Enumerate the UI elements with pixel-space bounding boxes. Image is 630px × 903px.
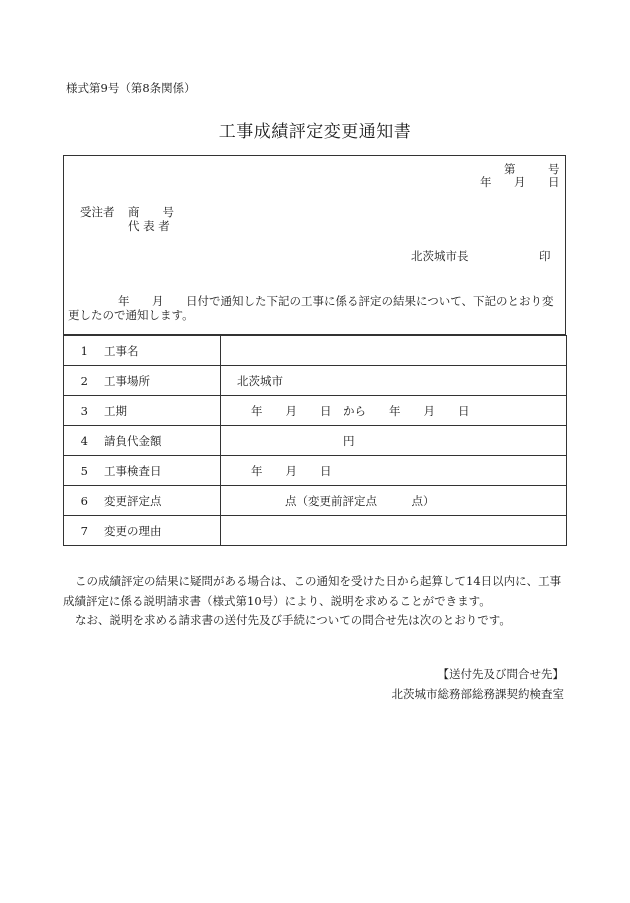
doc-number-suffix: 号	[548, 162, 560, 176]
item-value: 点（変更前評定点 点）	[285, 493, 435, 508]
table-row	[64, 396, 567, 426]
body-text-line2: 更したので通知します。	[68, 308, 194, 322]
seal-mark: 印	[539, 249, 551, 263]
contact-office: 北茨城市総務部総務課契約検査室	[391, 687, 564, 701]
item-number: 2	[80, 373, 88, 388]
doc-number-prefix: 第	[504, 162, 516, 176]
body-month: 月	[152, 294, 164, 308]
note-line-2: 成績評定に係る説明請求書（様式第10号）により、説明を求めることができます。	[63, 593, 491, 608]
item-label: 工事名	[104, 343, 139, 358]
note-line-1: この成績評定の結果に疑問がある場合は、この通知を受けた日から起算して14日以内に、工事	[75, 574, 562, 588]
item-number: 6	[80, 493, 88, 508]
date-month: 月	[514, 175, 526, 189]
table-row	[64, 336, 567, 366]
item-label-cell	[64, 516, 221, 546]
item-label-cell	[64, 426, 221, 456]
table-row	[64, 366, 567, 396]
item-value-cell	[221, 456, 567, 486]
item-value-cell	[221, 336, 567, 366]
item-label-cell	[64, 486, 221, 516]
table-row	[64, 486, 567, 516]
note-line-3: なお、説明を求める請求書の送付先及び手続についての問合せ先は次のとおりです。	[75, 613, 511, 627]
item-value: 北茨城市	[237, 373, 283, 388]
item-value: 年 月 日 から 年 月 日	[251, 403, 470, 418]
item-label: 工事場所	[104, 373, 150, 388]
item-label-cell	[64, 456, 221, 486]
form-number: 様式第9号（第8条関係）	[66, 81, 196, 95]
item-label-cell	[64, 396, 221, 426]
date-year: 年	[480, 175, 492, 189]
date-day: 日	[548, 175, 560, 189]
trade-name-label: 商 号	[128, 205, 174, 219]
contact-heading: 【送付先及び問合せ先】	[437, 667, 564, 681]
item-number: 1	[80, 343, 88, 358]
item-label-cell	[64, 336, 221, 366]
table-row	[64, 516, 567, 546]
notice-box	[63, 155, 566, 335]
item-value-cell	[221, 396, 567, 426]
representative-label: 代 表 者	[128, 219, 170, 233]
item-value-cell	[221, 516, 567, 546]
body-text-line1: 日付で通知した下記の工事に係る評定の結果について、下記のとおり変	[186, 294, 554, 308]
item-label: 工事検査日	[104, 463, 162, 478]
item-label-cell	[64, 366, 221, 396]
sender-name: 北茨城市長	[411, 249, 469, 263]
item-label: 工期	[104, 403, 127, 418]
body-year: 年	[118, 294, 130, 308]
item-value-cell	[221, 426, 567, 456]
items-table	[63, 335, 567, 546]
item-number: 3	[80, 403, 88, 418]
item-value-cell	[221, 486, 567, 516]
item-value-cell	[221, 366, 567, 396]
item-label: 請負代金額	[104, 433, 162, 448]
item-value: 年 月 日	[251, 463, 332, 478]
table-row	[64, 426, 567, 456]
table-row	[64, 456, 567, 486]
item-label: 変更の理由	[104, 523, 162, 538]
document-title: 工事成績評定変更通知書	[218, 122, 412, 142]
item-value: 円	[343, 433, 355, 448]
item-number: 5	[80, 463, 88, 478]
recipient-label: 受注者	[80, 205, 115, 219]
notes	[63, 572, 568, 631]
item-number: 7	[80, 523, 88, 538]
item-number: 4	[80, 433, 88, 448]
item-label: 変更評定点	[104, 493, 162, 508]
